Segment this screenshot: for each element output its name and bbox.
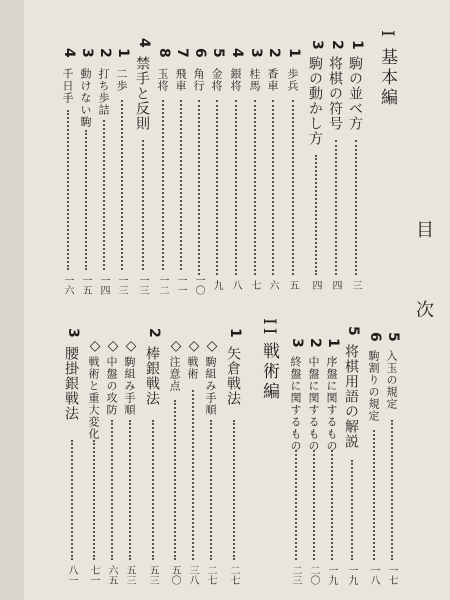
subsection-number: 4 [229, 48, 245, 58]
leader-dots [67, 110, 69, 270]
subsection-title: 駒組み手順 [123, 356, 136, 416]
section-number: 5 [345, 326, 361, 336]
subsection-title: 桂馬 [248, 68, 261, 92]
subsection-number: 1 [325, 338, 341, 348]
subsection-number: 1 [286, 48, 302, 58]
page-number: 二〇 [308, 565, 319, 585]
leader-dots [295, 450, 297, 560]
page-number: 一三 [116, 275, 127, 295]
page-number: 七 [249, 280, 260, 290]
page-number: 二三 [290, 565, 301, 585]
part1-title: 基本編 [377, 48, 397, 108]
page-number: 三 [350, 280, 361, 290]
subsection-number: 7 [174, 48, 190, 58]
subsection-title: 千日手 [61, 68, 74, 104]
leader-dots [142, 140, 144, 270]
leader-dots [254, 100, 256, 275]
leader-dots [85, 130, 87, 270]
section-number: 6 [367, 332, 383, 342]
subsection-number: 2 [307, 338, 323, 348]
subsection-title: 中盤に関するもの [307, 356, 320, 452]
subsection-bullet: ◇ [87, 338, 103, 354]
subsection-title: 中盤の攻防 [105, 356, 118, 416]
page-number: 三八 [187, 565, 198, 585]
page-number: 一九 [326, 565, 337, 585]
page-number: 六 [267, 280, 278, 290]
subsection-number: 1 [115, 48, 131, 58]
section-title: 矢倉戦法 [225, 346, 241, 406]
leader-dots [71, 440, 73, 560]
section-number: 1 [227, 328, 243, 338]
section-title: 将棋用語の解説 [343, 344, 359, 449]
page-number: 七一 [88, 565, 99, 585]
page-number: 九 [211, 280, 222, 290]
subsection-number: 3 [248, 48, 264, 58]
leader-dots [210, 420, 212, 560]
subsection-number: 2 [266, 48, 282, 58]
leader-dots [355, 140, 357, 275]
page-number: 二七 [205, 565, 216, 585]
leader-dots [313, 450, 315, 560]
subsection-number: 3 [79, 48, 95, 58]
subsection-title: 戦術と重大変化 [87, 356, 100, 440]
section-title: 将棋の符号 [327, 56, 343, 131]
section-title: 駒の動かし方 [307, 56, 323, 146]
subsection-title: 終盤に関するもの [289, 356, 302, 452]
leader-dots [174, 400, 176, 560]
part2-title: 戦術編 [259, 342, 279, 402]
page-number: 一二 [157, 275, 168, 295]
leader-dots [351, 460, 353, 560]
leader-dots [152, 420, 154, 560]
section-number: 1 [349, 40, 365, 50]
page-number: 四 [310, 280, 321, 290]
leader-dots [331, 450, 333, 560]
subsection-title: 二歩 [115, 68, 128, 92]
leader-dots [111, 420, 113, 560]
subsection-bullet: ◇ [168, 338, 184, 354]
page-number: 一〇 [193, 275, 204, 295]
subsection-number: 8 [156, 48, 172, 58]
subsection-bullet: ◇ [105, 338, 121, 354]
section-number: 2 [329, 40, 345, 50]
subsection-number: 3 [289, 338, 305, 348]
section-title: 腰掛銀戦法 [63, 346, 79, 421]
page-number: 一九 [346, 565, 357, 585]
subsection-title: 歩兵 [286, 68, 299, 92]
section-number: 3 [309, 40, 325, 50]
page-number: 一四 [98, 275, 109, 295]
leader-dots [216, 100, 218, 275]
page-number: 四 [330, 280, 341, 290]
subsection-title: 序盤に関するもの [325, 356, 338, 452]
page-spine-shadow [0, 0, 24, 600]
page-number: 五三 [147, 565, 158, 585]
section-title: 入玉の規定 [385, 350, 398, 410]
leader-dots [335, 140, 337, 275]
page-number: 一八 [368, 565, 379, 585]
section-number: 5 [385, 332, 401, 342]
leader-dots [233, 420, 235, 560]
subsection-title: 角行 [192, 68, 205, 92]
subsection-number: 5 [210, 48, 226, 58]
subsection-title: 香車 [266, 68, 279, 92]
page-number: 一五 [80, 275, 91, 295]
page-number: 一六 [62, 275, 73, 295]
toc-heading-moku: 目 [413, 220, 434, 243]
page-number: 五三 [124, 565, 135, 585]
leader-dots [121, 100, 123, 270]
page-number: 六五 [106, 565, 117, 585]
part2-numeral: II [259, 318, 279, 338]
subsection-number: 4 [61, 48, 77, 58]
leader-dots [391, 420, 393, 560]
subsection-bullet: ◇ [186, 338, 202, 354]
leader-dots [162, 100, 164, 270]
subsection-number: 2 [97, 48, 113, 58]
page-number: 八一 [66, 565, 77, 585]
leader-dots [180, 100, 182, 270]
section-number: 2 [146, 328, 162, 338]
subsection-title: 玉将 [156, 68, 169, 92]
leader-dots [315, 155, 317, 275]
subsection-title: 注意点 [168, 356, 181, 392]
subsection-bullet: ◇ [123, 338, 139, 354]
section-title: 駒の並べ方 [347, 56, 363, 131]
page-number: 一七 [386, 565, 397, 585]
subsection-title: 金将 [210, 68, 223, 92]
section-title: 棒銀戦法 [144, 346, 160, 406]
section-title: 禁手と反則 [134, 56, 150, 131]
subsection-title: 動けない駒 [79, 68, 92, 128]
page-number: 八 [230, 280, 241, 290]
subsection-title: 打ち歩詰 [97, 68, 110, 116]
page-number: 一三 [137, 275, 148, 295]
subsection-bullet: ◇ [204, 338, 220, 354]
subsection-number: 6 [192, 48, 208, 58]
page-number: 一一 [175, 275, 186, 295]
page-number: 二七 [228, 565, 239, 585]
leader-dots [129, 420, 131, 560]
section-title: 駒割りの規定 [367, 350, 380, 422]
leader-dots [373, 430, 375, 560]
page-number: 五〇 [169, 565, 180, 585]
leader-dots [192, 390, 194, 560]
part1-numeral: I [377, 30, 397, 40]
leader-dots [235, 100, 237, 275]
leader-dots [103, 120, 105, 270]
subsection-title: 駒組み手順 [204, 356, 217, 416]
section-number: 4 [136, 38, 152, 48]
page-number: 五 [287, 280, 298, 290]
subsection-title: 銀将 [229, 68, 242, 92]
toc-heading-ji: 次 [413, 300, 434, 323]
section-number: 3 [65, 328, 81, 338]
leader-dots [292, 100, 294, 275]
leader-dots [93, 440, 95, 560]
subsection-title: 戦術 [186, 356, 199, 380]
subsection-title: 飛車 [174, 68, 187, 92]
leader-dots [198, 100, 200, 275]
leader-dots [272, 100, 274, 275]
